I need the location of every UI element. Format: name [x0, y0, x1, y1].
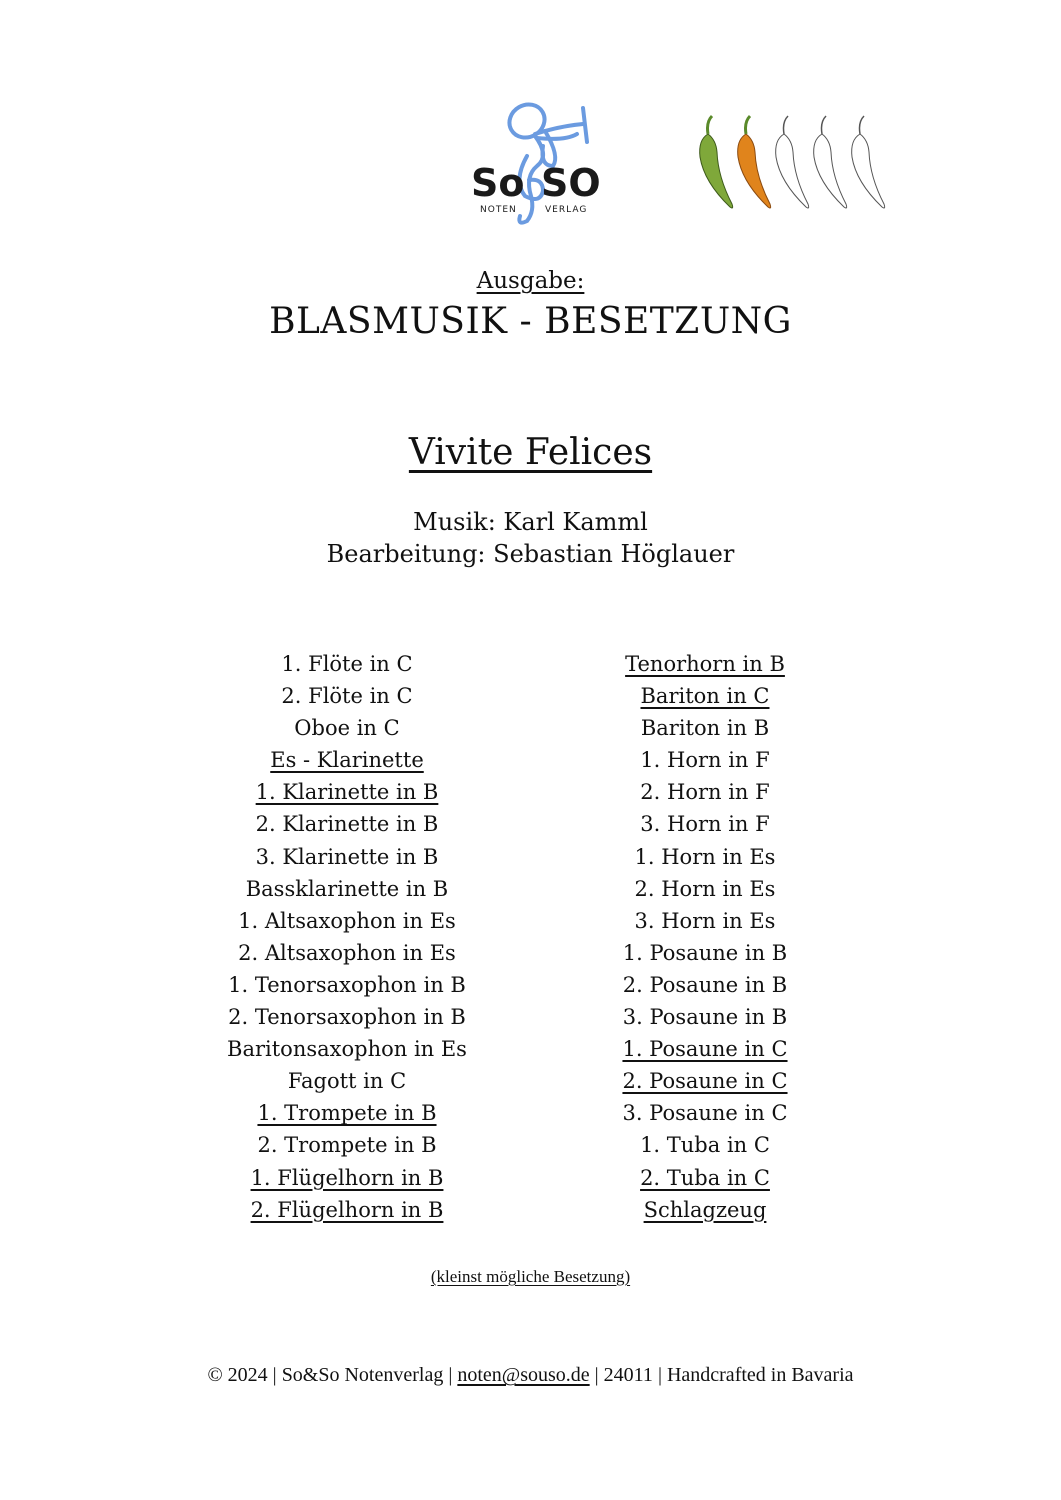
piece-title: Vivite Felices — [408, 432, 653, 473]
minimum-instrumentation-note: (kleinst mögliche Besetzung) — [430, 1267, 631, 1286]
chili-pepper-icon — [852, 116, 885, 208]
chili-pepper-icon — [738, 116, 771, 208]
instrument-item: Es - Klarinette — [270, 748, 424, 773]
svg-text:So: So — [471, 161, 525, 205]
svg-text:VERLAG: VERLAG — [545, 205, 588, 215]
email-link[interactable]: noten@souso.de — [457, 1364, 590, 1386]
chili-pepper-icon — [776, 116, 809, 208]
svg-text:NOTEN: NOTEN — [480, 205, 517, 215]
instrument-item: 2. Tenorsaxophon in B — [228, 1005, 466, 1030]
tagline: Handcrafted in Bavaria — [666, 1364, 854, 1386]
instrument-item: 2. Flügelhorn in B — [250, 1197, 444, 1222]
instrument-item: 2. Klarinette in B — [255, 812, 439, 837]
instrument-item: 1. Posaune in B — [622, 940, 788, 965]
instrument-item: 3. Posaune in C — [622, 1101, 788, 1126]
composer: Musik: Karl Kamml — [413, 508, 648, 536]
instrument-item: 1. Klarinette in B — [255, 780, 439, 805]
instrument-item: 3. Horn in Es — [634, 908, 776, 933]
instrument-item: 1. Flöte in C — [281, 652, 413, 676]
instrument-list-right — [555, 648, 855, 1226]
instrument-item: Tenorhorn in B — [625, 652, 785, 676]
catalog-number: 24011 — [603, 1364, 653, 1386]
instrument-item: Bassklarinette in B — [245, 876, 449, 901]
edition-name: BLASMUSIK - BESETZUNG — [269, 301, 792, 342]
instrument-list-left — [197, 648, 497, 1226]
instrument-item: Bariton in C — [640, 684, 770, 709]
instrument-item: 1. Trompete in B — [257, 1101, 437, 1126]
instrument-item: 1. Posaune in C — [622, 1037, 788, 1062]
instrument-item: 1. Tuba in C — [640, 1133, 770, 1158]
instrument-item: 1. Tenorsaxophon in B — [228, 972, 466, 997]
instrument-item: 3. Klarinette in B — [255, 844, 439, 869]
instrument-item: 3. Horn in F — [640, 812, 770, 837]
chili-pepper-icon — [700, 116, 733, 208]
publisher-name: So&So Notenverlag — [281, 1364, 444, 1386]
copyright: © 2024 — [207, 1364, 268, 1386]
arranger: Bearbeitung: Sebastian Höglauer — [326, 540, 735, 568]
credits — [0, 506, 1061, 570]
instrument-item: 2. Trompete in B — [257, 1133, 437, 1158]
instrument-item: 2. Horn in F — [640, 780, 770, 805]
instrument-item: Schlagzeug — [643, 1197, 767, 1222]
instrument-item: 1. Horn in F — [640, 748, 770, 773]
difficulty-rating — [690, 112, 900, 214]
instrument-item: 2. Horn in Es — [634, 876, 776, 901]
publisher-logo — [465, 96, 600, 231]
instrument-item: Baritonsaxophon in Es — [227, 1037, 467, 1062]
instrument-item: Oboe in C — [294, 716, 400, 741]
instrument-item: 2. Posaune in C — [622, 1069, 788, 1094]
instrument-item: 2. Posaune in B — [622, 972, 788, 997]
instrument-item: 3. Posaune in B — [622, 1005, 788, 1030]
edition-label: Ausgabe: — [476, 268, 585, 294]
instrument-item: 1. Altsaxophon in Es — [238, 908, 456, 933]
instrument-item: 2. Flöte in C — [281, 684, 413, 709]
instrument-item: Bariton in B — [640, 716, 770, 741]
chili-pepper-icon — [814, 116, 847, 208]
instrument-item: Fagott in C — [287, 1069, 407, 1094]
instrument-item: 2. Tuba in C — [640, 1165, 770, 1190]
footer: © 2024 | So&So Notenverlag | noten@souso.de | 24011 | Handcrafted in Bavaria — [207, 1364, 854, 1386]
instrument-item: 1. Flügelhorn in B — [250, 1165, 444, 1190]
treble-clef-trumpet-icon — [465, 96, 600, 231]
instrument-item: 2. Altsaxophon in Es — [238, 940, 456, 965]
svg-text:SO: SO — [541, 161, 600, 205]
instrument-item: 1. Horn in Es — [634, 844, 776, 869]
